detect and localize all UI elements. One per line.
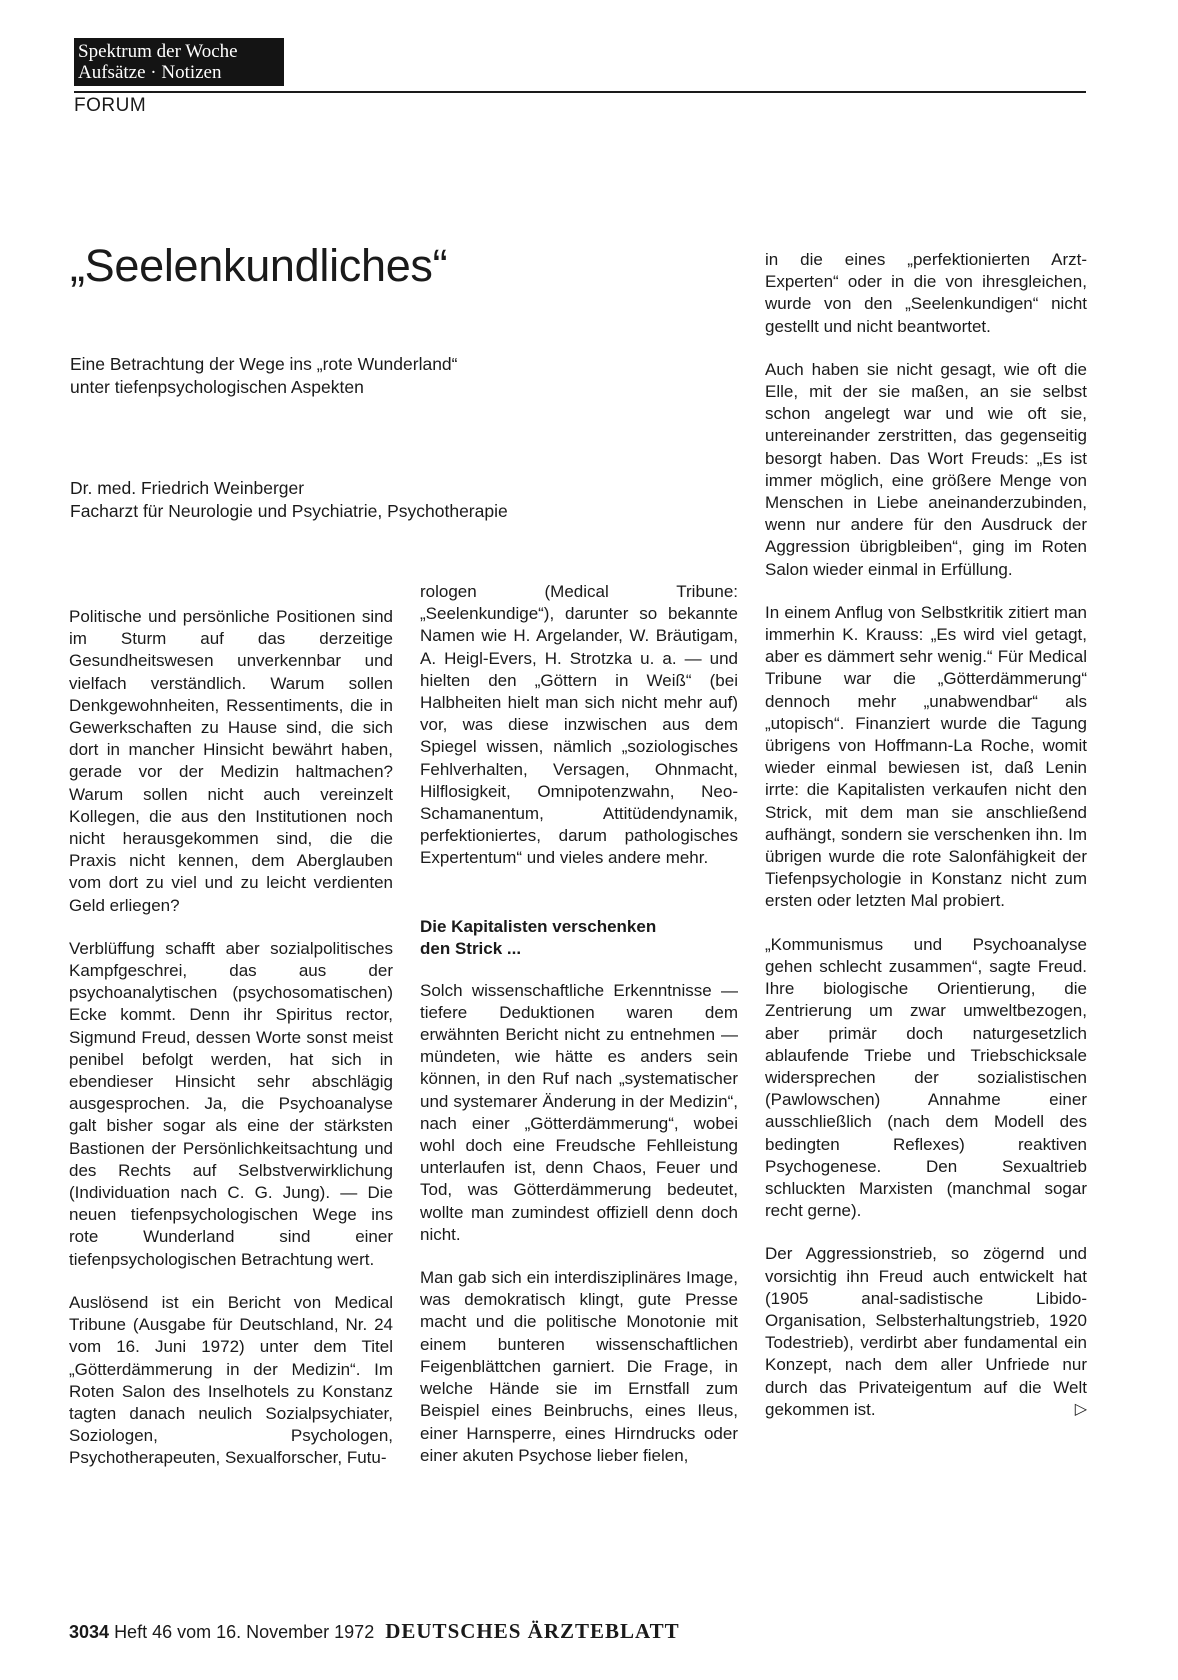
text-column-1 [69,606,393,1491]
text-column-2 [420,581,738,1488]
paragraph: Politische und persönliche Positionen sind im Sturm auf das derzeitige Gesundheitswesen unverkennbar und vielfach verständlich. Warum sollen Denkgewohnheiten, Ressentiments, die in Gewerkschaften zu Hause sind, die sich dort in mancher Hinsicht bewährt haben, gerade vor der Medizin haltmachen? Warum sollen nicht auch vereinzelt Kollegen, die aus den Institutionen noch nicht herausgekommen sind, die die Praxis nicht kennen, dem Aberglauben vom dort zu viel und zu leicht verdienten Geld erliegen? [69,607,393,915]
paragraph: Man gab sich ein interdisziplinäres Image, was demokratisch klingt, gute Presse macht und die politische Monotonie mit einem bunteren wissenschaftlichen Feigenblättchen garniert. Die Frage, in welche Hände sie im Ernstfall zum Beispiel eines Beinbruchs, eines Ileus, einer Harnsperre, eines Hirndrucks oder einer akuten Psychose lieber fielen, [420,1268,738,1465]
category-label: FORUM [74,95,147,116]
publication-name: DEUTSCHES ÄRZTEBLATT [385,1619,680,1643]
paragraph: in die eines „perfektionierten Arzt-Experten“ oder in die von ihresgleichen, wurde von den „Seelenkundigen“ nicht gestellt und nicht beantwortet. [765,250,1087,336]
page-footer [69,1619,680,1644]
section-subheading [420,916,738,960]
paragraph: In einem Anflug von Selbstkritik zitiert man immerhin K. Krauss: „Es wird viel getagt, aber es dämmert sehr wenig.“ Für Medical Tribune war die „Götterdämmerung“ dennoch mehr „unabwendbar“ als „utopisch“. Finanziert wurde die Tagung übrigens von Hoffmann-La Roche, womit wieder einmal bewiesen ist, daß Lenin irrte: die Kapitalisten verkaufen nicht den Strick, mit dem man sie anschließend aufhängt, sondern sie verschenken ihn. Im übrigen wurde die rote Salonfähigkeit der Tiefenpsychologie in Konstanz nicht zum ersten oder letzten Mal probiert. [765,602,1087,911]
issue-info: Heft 46 vom 16. November 1972 [114,1622,375,1642]
article-subtitle [70,353,590,399]
continue-arrow-icon: ▷ [1074,1400,1087,1418]
header-rule [74,91,1086,93]
paragraph: rologen (Medical Tribune: „Seelenkundige“), darunter so bekannte Namen wie H. Argelander, W. Bräutigam, A. Heigl-Evers, H. Strotzka u. a. — und hielten den „Göttern in Weiß“ (bei Halbheiten hielt man sich nicht mehr auf) vor, was diese inzwischen aus dem Spiegel wissen, nämlich „soziologisches Fehlverhalten, Versagen, Ohnmacht, Hilflosigkeit, Omnipotenzwahn, Neo-Schamanentum, Attitüdendynamik, perfektioniertes, darum pathologisches Expertentum“ und vieles andere mehr. [420,582,738,868]
paragraph-last [765,1243,1087,1421]
section-label-line1: Spektrum der Woche [78,41,238,62]
text-column-3 [765,249,1087,1421]
paragraph-text: Der Aggressionstrieb, so zögernd und vorsichtig ihn Freud auch entwickelt hat (1905 anal-sadistische Libido-Organisation, Selbsterhaltungstrieb, 1920 Todestrieb), verdirbt aber fundamental ein Konzept, nach dem aller Unfriede nur durch das Privateigentum auf die Welt gekommen ist. [765,1244,1087,1419]
paragraph: Solch wissenschaftliche Erkenntnisse — tiefere Deduktionen waren dem erwähnten Bericht nicht zu entnehmen — mündeten, wie hätte es anders sein können, in den Ruf nach „systematischer und systemarer Änderung in der Medizin“, nach einer „Götterdämmerung“, wobei wohl doch eine Freudsche Fehlleistung unterlaufen ist, denn Chaos, Feuer und Tod, was Götterdämmerung bedeutet, wollte man zumindest offiziell denn doch nicht. [420,980,738,1244]
subheading-line: den Strick ... [420,938,522,958]
section-label-line2: Aufsätze · Notizen [78,62,222,83]
author-name: Dr. med. Friedrich Weinberger [70,478,305,498]
subtitle-line: unter tiefenpsychologischen Aspekten [70,377,364,397]
subheading-line: Die Kapitalisten verschenken [420,916,657,936]
section-label-box [74,38,284,86]
paragraph: Verblüffung schafft aber sozialpolitisches Kampfgeschrei, das aus der psychoanalytischen (psychosomatischen) Ecke kommt. Denn ihr Spiritus rector, Sigmund Freud, dessen Worte sonst meist penibel befolgt werden, hat sich in ebendieser Hinsicht sehr abschlägig ausgesprochen. Ja, die Psychoanalyse galt bisher sogar als eine der stärksten Bastionen der Persönlichkeitsachtung und des Rechts auf Selbstverwirklichung (Individuation nach C. G. Jung). — Die neuen tiefenpsychologischen Wege ins rote Wunderland sind einer tiefenpsychologischen Betrachtung wert. [69,938,393,1269]
author-block [70,477,630,523]
author-affiliation: Facharzt für Neurologie und Psychiatrie, Psychotherapie [70,501,508,521]
subtitle-line: Eine Betrachtung der Wege ins „rote Wunderland“ [70,354,458,374]
article-title: „Seelenkundliches“ [70,240,448,291]
paragraph: Auslösend ist ein Bericht von Medical Tribune (Ausgabe für Deutschland, Nr. 24 vom 16. Juni 1972) unter dem Titel „Götterdämmerung in der Medizin“. Im Roten Salon des Inselhotels zu Konstanz tagten danach neulich Sozialpsychiater, Soziologen, Psychologen, Psychotherapeuten, Sexualforscher, Futu- [69,1292,393,1468]
paragraph: Auch haben sie nicht gesagt, wie oft die Elle, mit der sie maßen, an sie selbst schon angelegt war und wie oft sie, untereinander zerstritten, das gegenseitig besorgt haben. Das Wort Freuds: „Es ist immer möglich, eine größere Menge von Menschen in Liebe aneinanderzubinden, wenn nur andere für den Ausdruck der Aggression übrigbleiben“, ging im Roten Salon wieder einmal in Erfüllung. [765,359,1087,579]
page-number: 3034 [69,1622,110,1642]
paragraph: „Kommunismus und Psychoanalyse gehen schlecht zusammen“, sagte Freud. Ihre biologische Orientierung, die Zentrierung um zwar umweltbezogen, aber primär doch naturgesetzlich ablaufende Triebe und Triebschicksale widersprechen der sozialistischen (Pawlowschen) Annahme einer ausschließlich (nach dem Modell des bedingten Reflexes) reaktiven Psychogenese. Den Sexualtrieb schluckten Marxisten (manchmal sogar recht gerne). [765,934,1087,1221]
